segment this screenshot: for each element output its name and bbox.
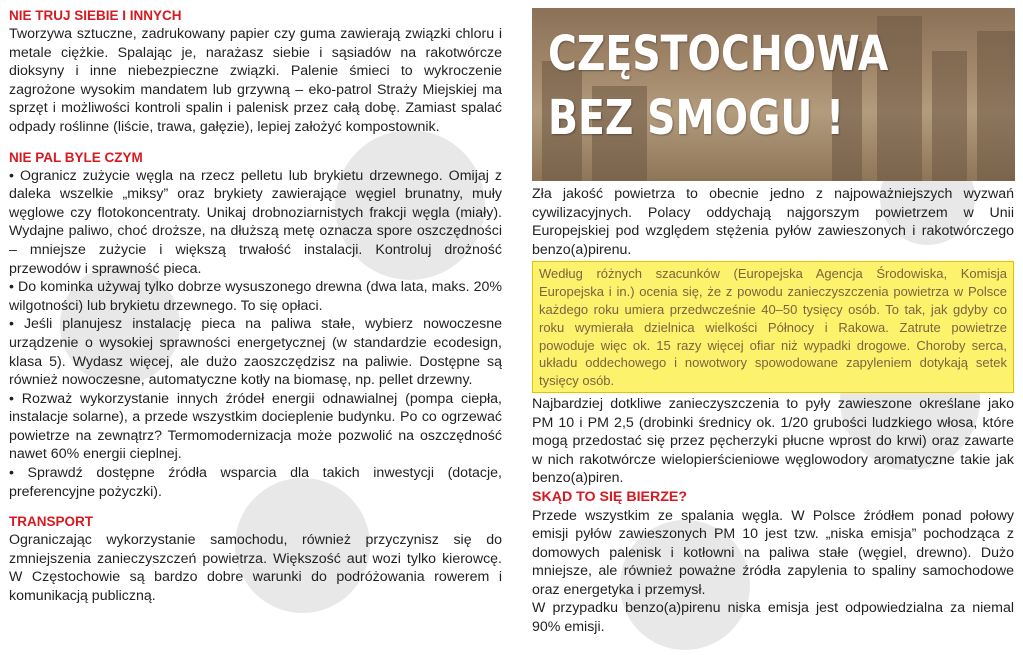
bullet-item: • Rozważ wykorzystanie innych źródeł energii odnawialnej (pompa ciepła, instalacje solarne), a przede wszystkim docieplenie budynku. Po co ogrzewać powietrze na zewnątrz? Termomodernizacja może pozwolić na oszczędność nawet 60% energii cieplnej.	[9, 390, 502, 463]
section-text-no-poison: Tworzywa sztuczne, zadrukowany papier czy guma zawierają związki chloru i metale ciężkie. Spalając je, narażasz siebie i sąsiadów na rakotwórcze dioksyny i inne niebezpieczne związki. Palenie śmieci to wykroczenie zagrożone wysokim mandatem lub grzywną – eko-patrol Straży Miejskiej ma sprzęt i możliwości kontroli spalin i palenisk przez całą dobę. Zamiast spalać odpady roślinne (liście, trawa, gałęzie), lepiej założyć kompostownik.	[9, 26, 502, 135]
intro-paragraph: Zła jakość powietrza to obecnie jedno z najpoważniejszych wyzwań cywilizacyjnych. Polacy oddychają najgorszym powietrzem w Unii Europejskiej pod względem stężenia pyłów zawieszonych i rakotwórczego benzo(a)pirenu.	[532, 186, 1014, 258]
bullet-item: • Do kominka używaj tylko dobrze wysuszonego drewna (dwa lata, maks. 20% wilgotności) lub brykietu drzewnego. To się opłaci.	[9, 279, 502, 314]
bullet-item: • Sprawdź dostępne źródła wsparcia dla takich inwestycji (dotacje, preferencyjne pożyczki).	[9, 465, 502, 500]
banner-title	[548, 22, 888, 150]
banner-title-line2: BEZ SMOGU !	[548, 90, 845, 146]
section-heading-no-poison: NIE TRUJ SIEBIE I INNYCH	[9, 8, 182, 23]
building-silhouette	[977, 31, 1015, 181]
pm-paragraph: Najbardziej dotkliwe zanieczyszczenia to pyły zawieszone określane jako PM 10 i PM 2,5 (drobinki średnicy ok. 1/20 grubości ludzkiego włosa, które mogą przedostać się przez pęcherzyki płucne wprost do krwi) oraz zawarte w nich rakotwórcze wielopierścieniowe węglowodory aromatyczne takie jak benzo(a)piren.	[532, 395, 1014, 487]
left-column	[9, 0, 502, 606]
benzopyrene-paragraph: W przypadku benzo(a)pirenu niska emisja jest odpowiedzialna za niemal 90% emisji.	[532, 600, 1014, 636]
section-heading-fuel: NIE PAL BYLE CZYM	[9, 149, 143, 165]
section-heading-transport: TRANSPORT	[9, 514, 93, 530]
building-silhouette	[932, 51, 967, 181]
banner-smog-city	[532, 8, 1015, 181]
source-paragraph: Przede wszystkim ze spalania węgla. W Polsce źródłem ponad połowy emisji pyłów zawieszonych PM 10 jest tzw. „niska emisja” pochodząca z domowych palenisk i kotłowni na paliwa stałe (węgiel, drewno). Dużo mniejsze, ale również poważne źródła zapylenia to spaliny samochodowe oraz energetyka i przemysł.	[532, 507, 1014, 598]
section-text-transport: Ograniczając wykorzystanie samochodu, również przyczynisz się do zmniejszenia zanieczyszczeń powietrza. Większość aut wozi tylko kierowcę. W Częstochowie są bardzo dobre warunki do podróżowania rowerem i komunikacją publiczną.	[9, 532, 502, 605]
right-column	[532, 185, 1014, 637]
subheading-source: SKĄD TO SIĘ BIERZE?	[532, 488, 688, 505]
highlight-box: Według różnych szacunków (Europejska Agencja Środowiska, Komisja Europejska i in.) ocenia się, że z powodu zanieczyszczenia powietrza w Polsce każdego roku umiera przedwcześnie 40–50 tysięcy osób. To tak, jak gdyby co roku wymierała dzielnica wielkości Północy i Rakowa. Zatrute powietrze powoduje więc ok. 15 razy więcej ofiar niż wypadki drogowe. Choroby serca, układu oddechowego i nowotwory spowodowane zapyleniem dotykają setek tysięcy osób.	[532, 261, 1014, 393]
bullet-item: • Ogranicz zużycie węgla na rzecz pelletu lub brykietu drzewnego. Omijaj z daleka wszelkie „miksy” oraz brykiety zawierające węgiel brunatny, muły węglowe czy flotokoncentraty. Unikaj drobnoziarnistych frakcji węgla (miały). Wydajne paliwo, choć droższe, na dłuższą metę oznacza spore oszczędności – mniejsze zużycie i większą trwałość instalacji. Kontroluj drożność przewodów i sprawność pieca.	[9, 167, 502, 277]
banner-title-line1: CZĘSTOCHOWA	[548, 26, 889, 82]
bullet-item: • Jeśli planujesz instalację pieca na paliwa stałe, wybierz nowoczesne urządzenie o wysokiej sprawności energetycznej (w standardzie ecodesign, klasa 5). Wydasz więcej, ale dużo zaoszczędzisz na paliwie. Dostępne są również nowoczesne, automatyczne kotły na biomasę, np. pellet drzewny.	[9, 316, 502, 389]
